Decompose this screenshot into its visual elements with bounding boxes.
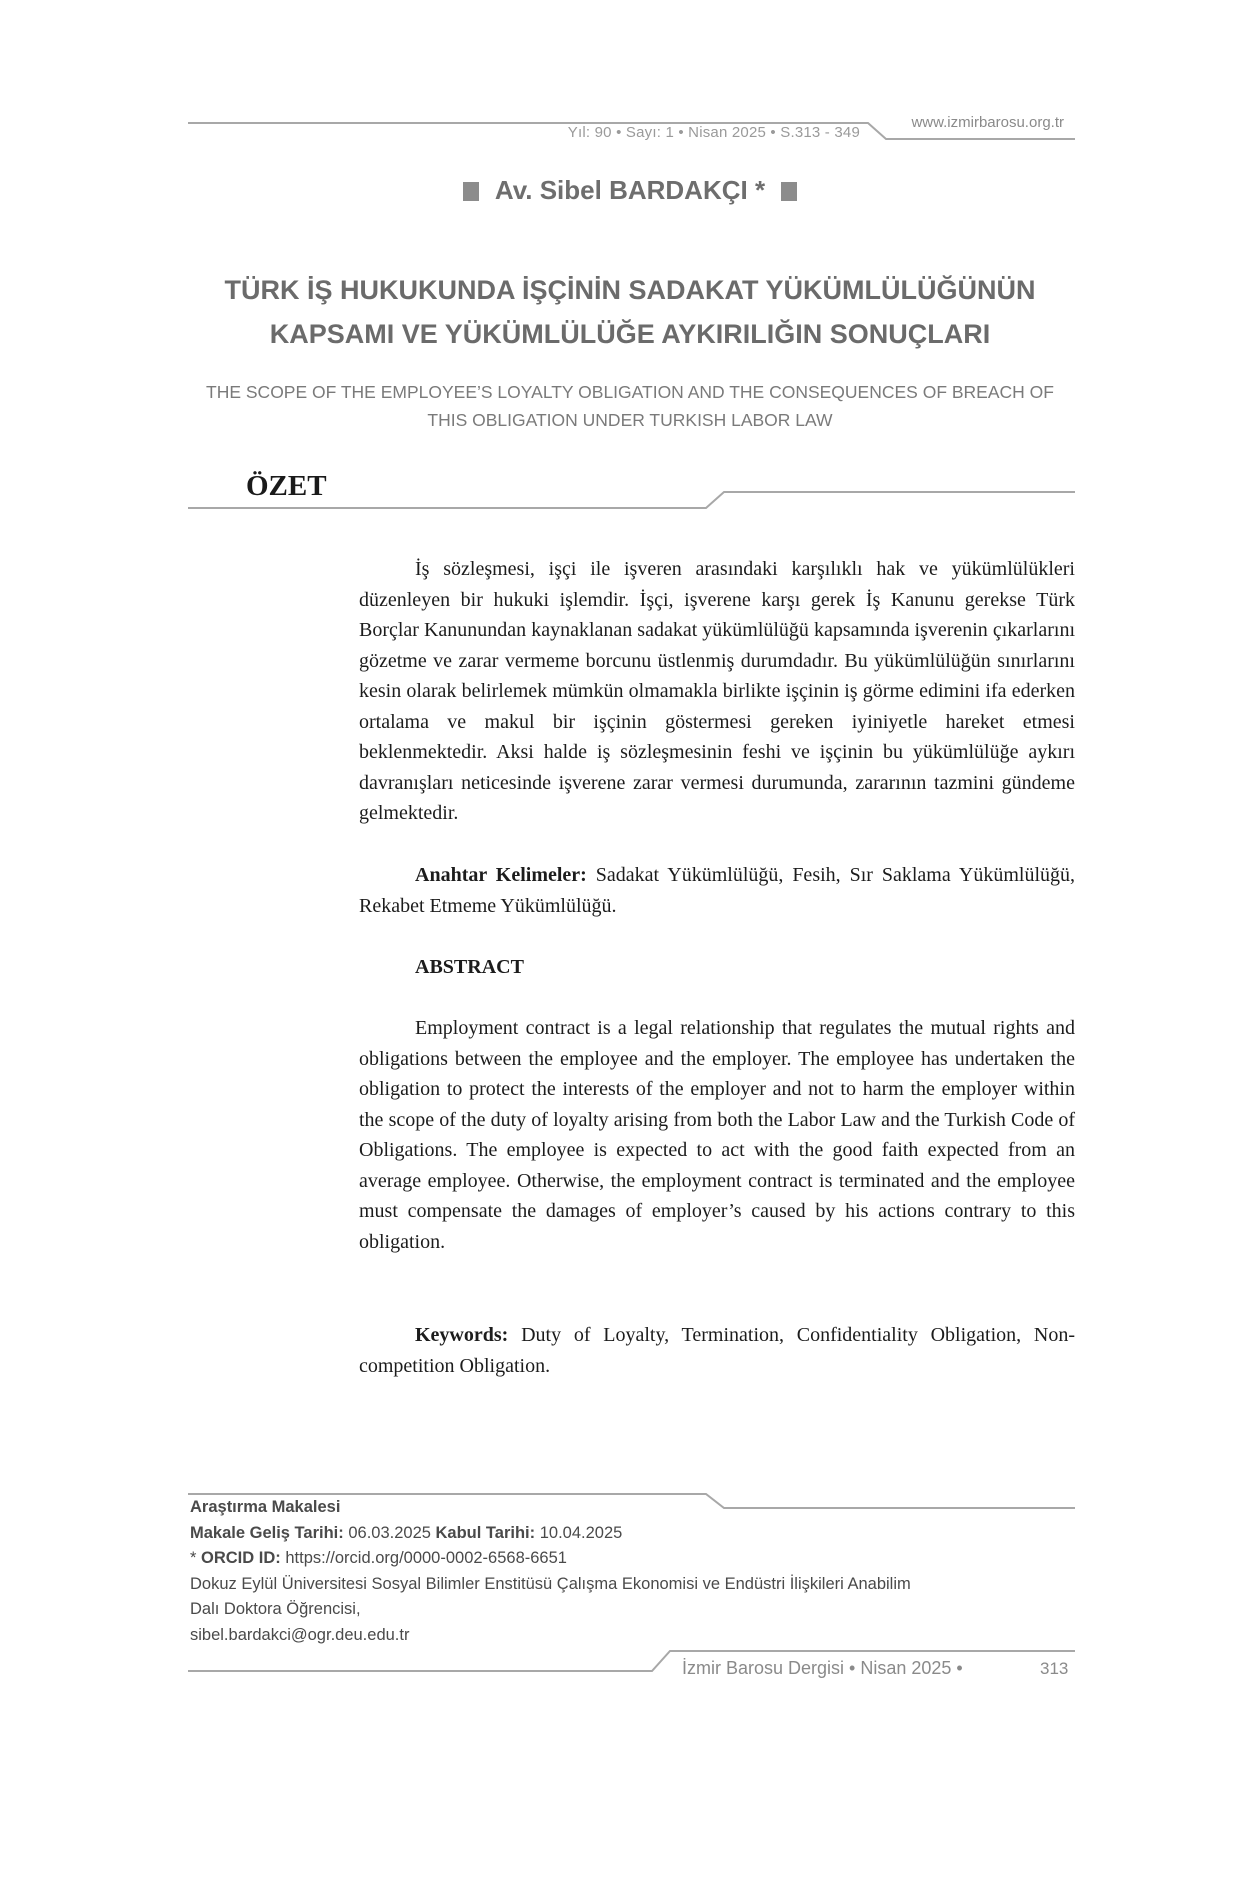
turkish-keywords [359,860,1075,921]
article-dates [190,1521,1090,1547]
abstract-heading: ABSTRACT [415,956,524,978]
orcid-link[interactable]: https://orcid.org/0000-0002-6568-6651 [280,1549,567,1567]
turkish-title-line: KAPSAMI VE YÜKÜMLÜLÜĞE AYKIRILIĞIN SONUÇLARI [269,319,991,349]
author-email[interactable]: sibel.bardakci@ogr.deu.edu.tr [190,1625,410,1644]
orcid-prefix: * [190,1549,202,1567]
received-date: 06.03.2025 [343,1523,436,1542]
english-title [185,378,1075,434]
footer-journal-name: İzmir Barosu Dergisi • Nisan 2025 • [682,1658,963,1678]
author-line [0,175,1260,206]
page-number: 313 [1040,1659,1069,1678]
square-bullet-icon [781,182,797,201]
article-type: Araştırma Makalesi [190,1498,341,1516]
abstract-text: Employment contract is a legal relationship that regulates the mutual rights and obligations between the employee and the employer. The employee has undertaken the obligation to protect the interests of the employer and not to harm the employer within the scope of the duty of loyalty arising from both the Labor Law and the Turkish Code of Obligations. The employee is expected to act with the good faith expected from an average employee. Otherwise, the employment contract is terminated and the employee must compensate the damages of employer’s caused by his actions contrary to this obligation. [359,1017,1075,1253]
article-footnote [190,1495,1090,1648]
keywords-text: Duty of Loyalty, Termination, Confidentiality Obligation, Non-competition Obligation. [359,1324,1075,1377]
accepted-date: 10.04.2025 [535,1523,623,1542]
orcid-label: ORCID ID: [201,1549,281,1567]
english-keywords [359,1320,1075,1381]
author-name: Av. Sibel BARDAKÇI * [494,175,766,205]
accepted-label: Kabul Tarihi: [435,1523,536,1542]
turkish-title-line: TÜRK İŞ HUKUKUNDA İŞÇİNİN SADAKAT YÜKÜMLÜLÜĞÜNÜN [224,275,1036,305]
english-title-line: THE SCOPE OF THE EMPLOYEE’S LOYALTY OBLIGATION AND THE CONSEQUENCES OF BREACH OF [206,382,1054,402]
journal-website: www.izmirbarosu.org.tr [911,114,1064,131]
square-bullet-icon [463,182,479,201]
keywords-text: Sadakat Yükümlülüğü, Fesih, Sır Saklama Yükümlülüğü, Rekabet Etmeme Yükümlülüğü. [359,864,1076,917]
journal-issue-info: Yıl: 90 • Sayı: 1 • Nisan 2025 • S.313 - 349 [567,124,860,141]
ozet-text: İş sözleşmesi, işçi ile işveren arasındaki karşılıklı hak ve yükümlülükleri düzenleyen bir hukuki işlemdir. İşçi, işverene karşı gerek İş Kanunu gerekse Türk Borçlar Kanunundan kaynaklanan sadakat yükümlülüğü kapsamında işverenin çıkarlarını gözetme ve zarar vermeme borcunu üstlenmiş durumdadır. Bu yükümlülüğün sınırlarını kesin olarak belirlemek mümkün olmamakla birlikte işçinin iş görme edimini ifa ederken ortalama ve makul bir işçinin göstermesi gereken iyiniyetle hareket etmesi beklenmektedir. Aksi halde iş sözleşmesinin feshi ve işçinin bu yükümlülüğe aykırı davranışları neticesinde işverene zarar vermesi durumunda, zararının tazmini gündeme gelmektedir. [359,558,1075,824]
orcid-line [190,1546,1090,1572]
abstract-paragraph [359,1013,1075,1257]
affiliation-line: Dalı Doktora Öğrencisi, [190,1600,361,1618]
turkish-title [220,268,1040,356]
keywords-label: Keywords: [415,1324,509,1346]
received-label: Makale Geliş Tarihi: [190,1523,344,1542]
affiliation-line: Dokuz Eylül Üniversitesi Sosyal Bilimler Enstitüsü Çalışma Ekonomisi ve Endüstri İlişkileri Anabilim [190,1574,911,1593]
ozet-paragraph [359,554,1075,829]
ozet-heading: ÖZET [246,470,327,502]
english-title-line: THIS OBLIGATION UNDER TURKISH LABOR LAW [427,410,833,430]
keywords-label: Anahtar Kelimeler: [415,864,587,886]
